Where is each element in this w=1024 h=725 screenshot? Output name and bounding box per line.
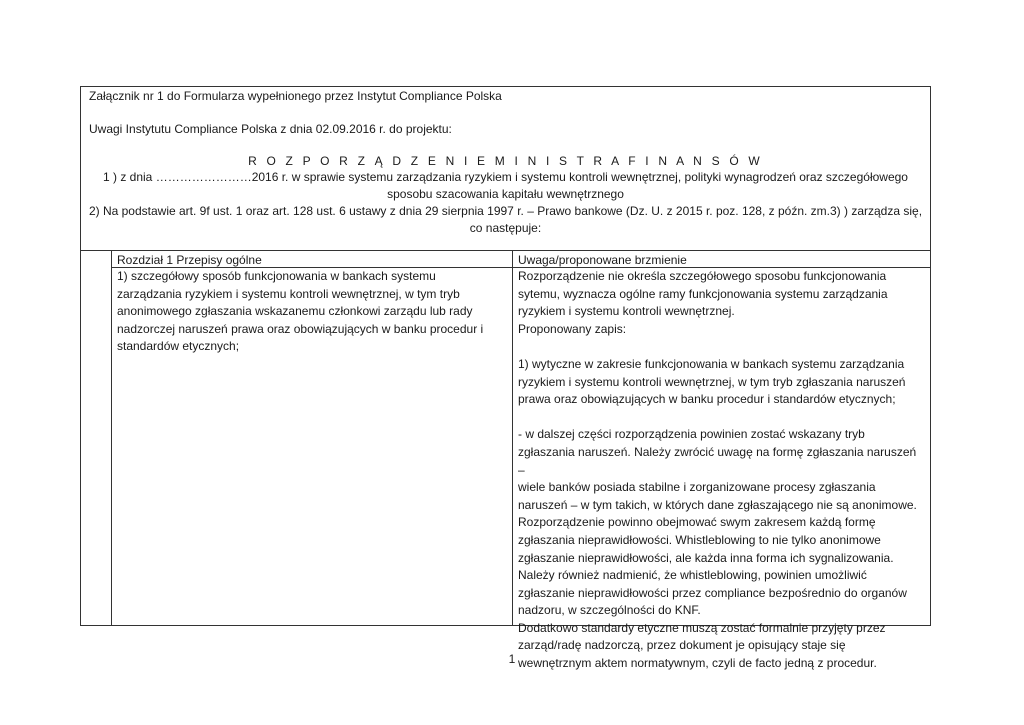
- legal-basis-line: 2) Na podstawie art. 9f ust. 1 oraz art. 128 ust. 6 ustawy z dnia 29 sierpnia 1997 r. – Prawo bankowe (Dz. U. z 2015 r. poz. 128, z późn. zm.3) ) zarządza się,: [88, 204, 923, 218]
- legal-basis-line-2: co następuje:: [469, 221, 542, 235]
- provision-text: 1) szczegółowy sposób funkcjonowania w bankach systemu zarządzania ryzykiem i systemu kontroli wewnętrznej, w tym tryb anonimowego zgłaszania wskazanemu członkowi zarządu lub rady nadzorczej naruszeń prawa oraz obowiązujących w banku procedur i standardów etycznych;: [117, 269, 484, 354]
- regulation-date-line-2: sposobu szacowania kapitału wewnętrznego: [387, 187, 624, 201]
- comment-text: Rozporządzenie nie określa szczegółowego sposobu funkcjonowania sytemu, wyznacza ogólne ramy funkcjonowania systemu zarządzania ryzykiem i systemu kontroli wewnętrznej. Proponowany zapis: 1) wytyczne w zakresie funkcjonowania w bankach systemu zarządzania ryzykiem i systemu kontroli wewnętrznej, w tym tryb zgłaszania naruszeń prawa oraz obowiązujących w banku procedur i standardów etycznych; - w dalszej części rozporządzenia powinien zostać wskazany tryb zgłaszania naruszeń. Należy zwrócić uwagę na formę zgłaszania naruszeń – wiele banków posiada stabilne i zorganizowane procesy zgłaszania naruszeń – w tym takich, w których dane zgłaszającego nie są anonimowe. Rozporządzenie powinno obejmować swym zakresem każdą formę zgłaszania nieprawidłowości. Whistleblowing to nie tylko anonimowe zgłaszanie nieprawidłowości, ale każda inna forma ich sygnalizowania. Należy również nadmienić, że whistleblowing, powinien umożliwić zgłaszanie nieprawidłowości przez compliance bezpośrednio do organów nadzoru, w szczególności do KNF. Dodatkowo standardy etyczne muszą zostać formalnie przyjęty przez zarząd/radę nadzorczą, przez dokument je opisujący staje się wewnętrznym aktem normatywnym, czyli de facto jedną z procedur.: [518, 269, 917, 671]
- regulation-title: R O Z P O R Z Ą D Z E N I E M I N I S T R A F I N A N S Ó W: [248, 154, 763, 168]
- document-header: [81, 87, 930, 251]
- column-header-chapter: Rozdział 1 Przepisy ogólne: [117, 253, 262, 267]
- regulation-date-line: 1 ) z dnia ……………………2016 r. w sprawie systemu zarządzania ryzykiem i systemu kontroli wewnętrznej, polityki wynagrodzeń oraz szczegółowego: [103, 170, 908, 184]
- remarks-title: Uwagi Instytutu Compliance Polska z dnia 02.09.2016 r. do projektu:: [89, 122, 452, 136]
- column-divider-left: [111, 251, 112, 626]
- attachment-title: Załącznik nr 1 do Formularza wypełnionego przez Instytut Compliance Polska: [89, 89, 502, 103]
- column-divider-middle: [512, 251, 513, 626]
- column-header-comment: Uwaga/proponowane brzmienie: [518, 253, 687, 267]
- document-table: [80, 86, 931, 671]
- page-number: 1: [508, 652, 516, 666]
